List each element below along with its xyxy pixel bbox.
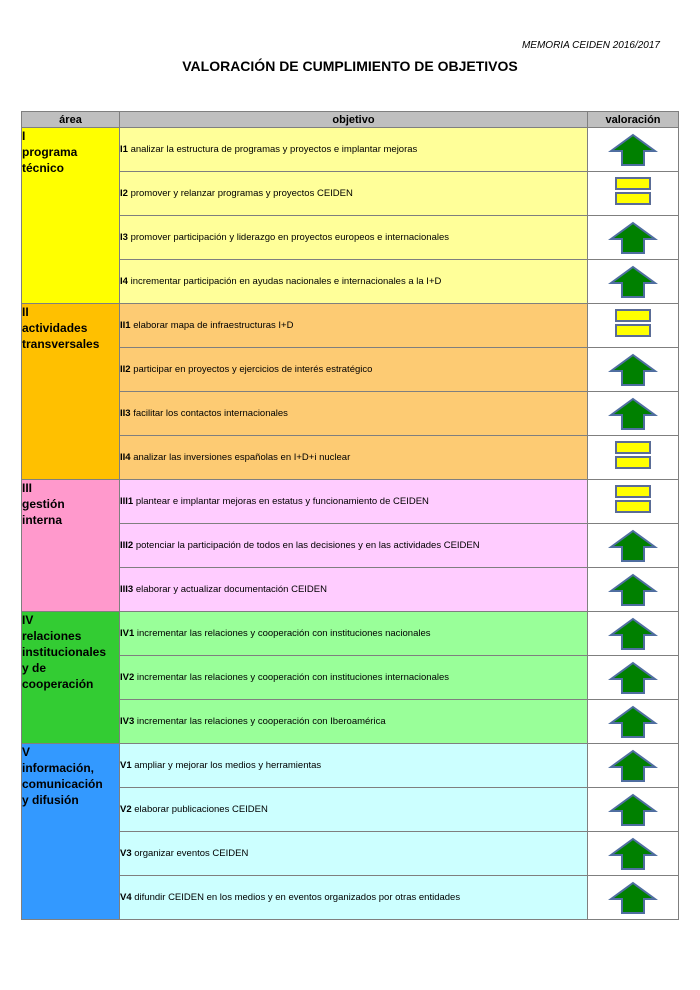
page-title: VALORACIÓN DE CUMPLIMIENTO DE OBJETIVOS: [182, 58, 518, 74]
objective-cell: [120, 524, 588, 568]
column-header-area: área: [22, 112, 120, 128]
area-label-line2: transversales: [22, 337, 100, 351]
objective-text: incrementar las relaciones y cooperación con instituciones internacionales: [136, 672, 449, 683]
area-cell: [22, 304, 120, 480]
rating-cell: [588, 788, 679, 832]
objective-code: I1: [120, 144, 128, 155]
objective-cell: [120, 480, 588, 524]
objectives-table: [21, 111, 679, 920]
objective-text: promover y relanzar programas y proyectos CEIDEN: [130, 188, 353, 199]
table-body: [22, 128, 679, 920]
area-label-line2: técnico: [22, 161, 65, 175]
area-label-num: V: [22, 745, 31, 759]
area-label-line3: y difusión: [22, 793, 79, 807]
table-row: [22, 260, 679, 304]
objective-text: incrementar participación en ayudas nacionales e internacionales a la I+D: [130, 276, 442, 287]
objective-cell: [120, 612, 588, 656]
objective-code: I4: [120, 276, 128, 287]
table-row: [22, 436, 679, 480]
objective-text: ampliar y mejorar los medios y herramientas: [134, 760, 322, 771]
objective-code: IV1: [120, 628, 135, 639]
area-label-line1: actividades: [22, 321, 88, 335]
table-row: [22, 832, 679, 876]
up-arrow-icon: [608, 837, 658, 871]
rating-cell: [588, 128, 679, 172]
table-row: [22, 128, 679, 172]
area-label-line1: programa: [22, 145, 78, 159]
table-row: [22, 392, 679, 436]
column-header-objetivo: objetivo: [120, 112, 588, 128]
objective-text: participar en proyectos y ejercicios de interés estratégico: [133, 364, 373, 375]
objective-code: IV2: [120, 672, 135, 683]
up-arrow-icon: [608, 705, 658, 739]
objective-text: potenciar la participación de todos en las decisiones y en las actividades CEIDEN: [135, 540, 480, 551]
objective-code: V2: [120, 804, 132, 815]
objective-cell: [120, 348, 588, 392]
table-row: [22, 612, 679, 656]
area-label-line2: comunicación: [22, 777, 103, 791]
area-label-num: II: [22, 305, 29, 319]
table-row: [22, 656, 679, 700]
objective-cell: [120, 568, 588, 612]
objective-code: V3: [120, 848, 132, 859]
objective-code: IV3: [120, 716, 135, 727]
up-arrow-icon: [608, 397, 658, 431]
area-label-num: IV: [22, 613, 34, 627]
table-row: [22, 876, 679, 920]
objective-text: plantear e implantar mejoras en estatus y funcionamiento de CEIDEN: [135, 496, 429, 507]
objective-text: analizar las inversiones españolas en I+D+i nuclear: [133, 452, 351, 463]
area-label-line1: gestión: [22, 497, 65, 511]
area-label-num: I: [22, 129, 26, 143]
rating-cell: [588, 172, 679, 216]
up-arrow-icon: [608, 661, 658, 695]
equal-icon: [615, 483, 651, 515]
table-header-row: [22, 112, 679, 128]
objective-text: analizar la estructura de programas y proyectos e implantar mejoras: [130, 144, 418, 155]
table-row: [22, 216, 679, 260]
objective-text: elaborar mapa de infraestructuras I+D: [133, 320, 294, 331]
area-cell: [22, 744, 120, 920]
objective-cell: [120, 832, 588, 876]
objective-code: III1: [120, 496, 134, 507]
objective-text: elaborar publicaciones CEIDEN: [134, 804, 268, 815]
objective-cell: [120, 788, 588, 832]
objective-text: promover participación y liderazgo en proyectos europeos e internacionales: [130, 232, 450, 243]
area-label-line4: cooperación: [22, 677, 94, 691]
up-arrow-icon: [608, 749, 658, 783]
rating-cell: [588, 260, 679, 304]
objective-cell: [120, 744, 588, 788]
rating-cell: [588, 216, 679, 260]
rating-cell: [588, 744, 679, 788]
objective-cell: [120, 260, 588, 304]
rating-cell: [588, 700, 679, 744]
equal-icon: [615, 307, 651, 339]
rating-cell: [588, 568, 679, 612]
table-row: [22, 700, 679, 744]
table-row: [22, 480, 679, 524]
up-arrow-icon: [608, 529, 658, 563]
objective-code: II3: [120, 408, 131, 419]
up-arrow-icon: [608, 573, 658, 607]
objective-code: III3: [120, 584, 134, 595]
objective-cell: [120, 216, 588, 260]
rating-cell: [588, 876, 679, 920]
area-label-num: III: [22, 481, 33, 495]
objective-code: II4: [120, 452, 131, 463]
area-label-line3: y de: [22, 661, 47, 675]
rating-cell: [588, 436, 679, 480]
objective-code: II1: [120, 320, 131, 331]
objective-code: V1: [120, 760, 132, 771]
up-arrow-icon: [608, 793, 658, 827]
up-arrow-icon: [608, 353, 658, 387]
objective-cell: [120, 128, 588, 172]
rating-cell: [588, 348, 679, 392]
rating-cell: [588, 656, 679, 700]
objective-text: organizar eventos CEIDEN: [134, 848, 249, 859]
equal-icon: [615, 439, 651, 471]
rating-cell: [588, 392, 679, 436]
up-arrow-icon: [608, 221, 658, 255]
area-cell: [22, 128, 120, 304]
table-row: [22, 304, 679, 348]
objective-code: I2: [120, 188, 128, 199]
up-arrow-icon: [608, 265, 658, 299]
objective-code: III2: [120, 540, 134, 551]
document-header-memoria: MEMORIA CEIDEN 2016/2017: [521, 40, 660, 51]
table-row: [22, 348, 679, 392]
objective-cell: [120, 656, 588, 700]
table-row: [22, 788, 679, 832]
objective-text: incrementar las relaciones y cooperación con Iberoamérica: [136, 716, 386, 727]
rating-cell: [588, 304, 679, 348]
objective-text: facilitar los contactos internacionales: [133, 408, 288, 419]
rating-cell: [588, 480, 679, 524]
table-row: [22, 568, 679, 612]
table-row: [22, 744, 679, 788]
table-row: [22, 172, 679, 216]
area-label-line2: institucionales: [22, 645, 107, 659]
area-label-line1: relaciones: [22, 629, 82, 643]
objective-text: difundir CEIDEN en los medios y en eventos organizados por otras entidades: [134, 892, 461, 903]
objective-code: II2: [120, 364, 131, 375]
objective-code: V4: [120, 892, 132, 903]
up-arrow-icon: [608, 133, 658, 167]
objective-text: incrementar las relaciones y cooperación con instituciones nacionales: [136, 628, 431, 639]
area-label-line1: información,: [22, 761, 95, 775]
up-arrow-icon: [608, 881, 658, 915]
objective-text: elaborar y actualizar documentación CEIDEN: [135, 584, 327, 595]
area-label-line2: interna: [22, 513, 63, 527]
area-cell: [22, 612, 120, 744]
rating-cell: [588, 832, 679, 876]
objective-cell: [120, 392, 588, 436]
equal-icon: [615, 175, 651, 207]
objective-cell: [120, 876, 588, 920]
objective-cell: [120, 172, 588, 216]
objective-cell: [120, 700, 588, 744]
table-row: [22, 524, 679, 568]
rating-cell: [588, 612, 679, 656]
objective-cell: [120, 304, 588, 348]
rating-cell: [588, 524, 679, 568]
column-header-valoracion: valoración: [588, 112, 679, 128]
up-arrow-icon: [608, 617, 658, 651]
area-cell: [22, 480, 120, 612]
objective-cell: [120, 436, 588, 480]
objective-code: I3: [120, 232, 128, 243]
